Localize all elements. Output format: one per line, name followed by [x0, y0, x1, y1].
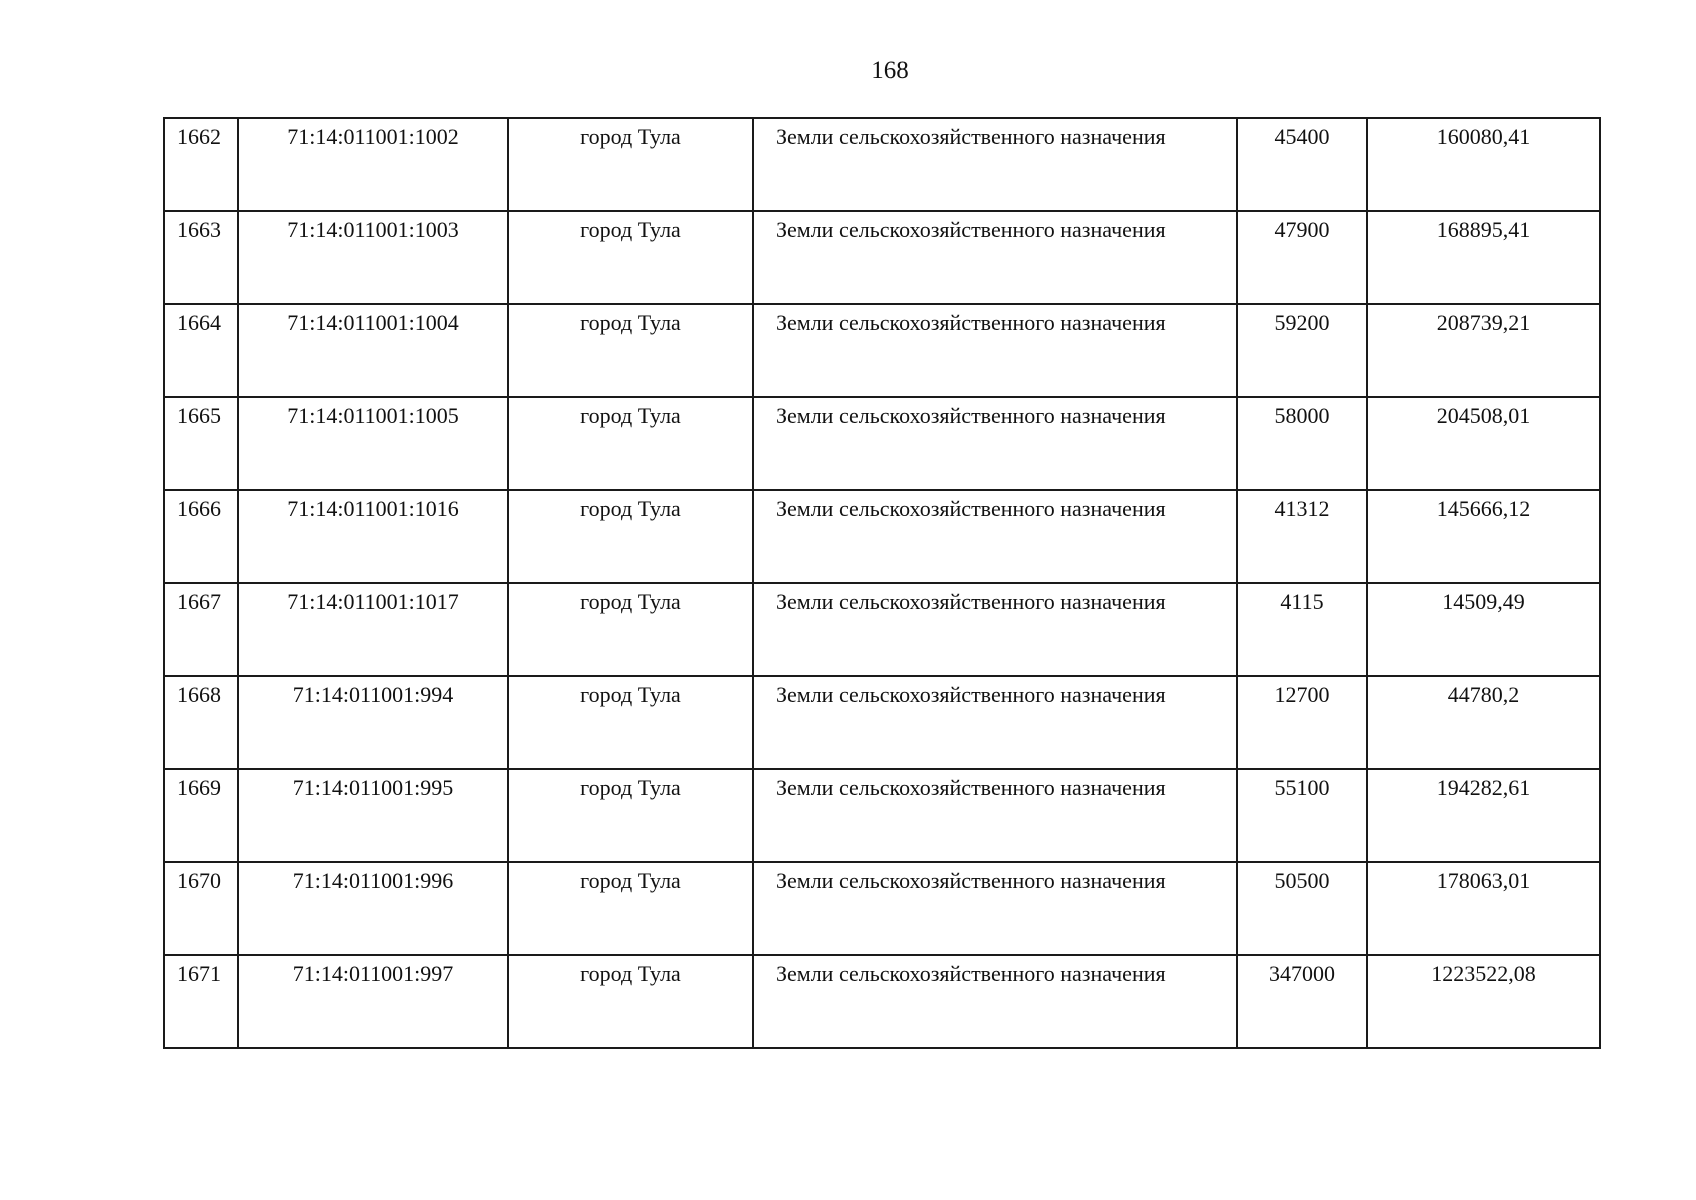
row-number-cell: 1668: [164, 676, 238, 769]
cadastral-value-cell: 14509,49: [1367, 583, 1600, 676]
cadastral-value-cell: 204508,01: [1367, 397, 1600, 490]
area-cell: 41312: [1237, 490, 1367, 583]
cadastral-value-cell: 208739,21: [1367, 304, 1600, 397]
area-cell: 47900: [1237, 211, 1367, 304]
table-row: [164, 118, 1600, 211]
cadastral-number-cell: 71:14:011001:996: [238, 862, 508, 955]
cadastral-number-cell: 71:14:011001:995: [238, 769, 508, 862]
table-row: [164, 211, 1600, 304]
area-cell: 59200: [1237, 304, 1367, 397]
cadastral-value-cell: 145666,12: [1367, 490, 1600, 583]
cadastral-value-cell: 160080,41: [1367, 118, 1600, 211]
area-cell: 45400: [1237, 118, 1367, 211]
location-cell: город Тула: [508, 862, 753, 955]
cadastral-number-cell: 71:14:011001:1004: [238, 304, 508, 397]
location-cell: город Тула: [508, 211, 753, 304]
land-category-cell: Земли сельскохозяйственного назначения: [753, 676, 1237, 769]
cadastral-number-cell: 71:14:011001:997: [238, 955, 508, 1048]
table-row: [164, 676, 1600, 769]
cadastral-number-cell: 71:14:011001:1005: [238, 397, 508, 490]
cadastral-value-cell: 1223522,08: [1367, 955, 1600, 1048]
location-cell: город Тула: [508, 118, 753, 211]
table-body: [164, 118, 1600, 1048]
land-category-cell: Земли сельскохозяйственного назначения: [753, 211, 1237, 304]
location-cell: город Тула: [508, 769, 753, 862]
table-row: [164, 304, 1600, 397]
location-cell: город Тула: [508, 490, 753, 583]
table-row: [164, 862, 1600, 955]
land-category-cell: Земли сельскохозяйственного назначения: [753, 304, 1237, 397]
row-number-cell: 1665: [164, 397, 238, 490]
row-number-cell: 1670: [164, 862, 238, 955]
cadastral-value-cell: 44780,2: [1367, 676, 1600, 769]
table-row: [164, 769, 1600, 862]
cadastral-number-cell: 71:14:011001:1002: [238, 118, 508, 211]
row-number-cell: 1662: [164, 118, 238, 211]
page-number: 168: [871, 57, 909, 84]
table-row: [164, 397, 1600, 490]
row-number-cell: 1664: [164, 304, 238, 397]
cadastral-value-cell: 178063,01: [1367, 862, 1600, 955]
table-row: [164, 955, 1600, 1048]
land-category-cell: Земли сельскохозяйственного назначения: [753, 490, 1237, 583]
location-cell: город Тула: [508, 397, 753, 490]
area-cell: 12700: [1237, 676, 1367, 769]
cadastral-number-cell: 71:14:011001:994: [238, 676, 508, 769]
land-category-cell: Земли сельскохозяйственного назначения: [753, 862, 1237, 955]
cadastral-number-cell: 71:14:011001:1017: [238, 583, 508, 676]
location-cell: город Тула: [508, 583, 753, 676]
row-number-cell: 1671: [164, 955, 238, 1048]
row-number-cell: 1666: [164, 490, 238, 583]
land-category-cell: Земли сельскохозяйственного назначения: [753, 118, 1237, 211]
area-cell: 347000: [1237, 955, 1367, 1048]
area-cell: 50500: [1237, 862, 1367, 955]
location-cell: город Тула: [508, 304, 753, 397]
cadastral-number-cell: 71:14:011001:1003: [238, 211, 508, 304]
land-category-cell: Земли сельскохозяйственного назначения: [753, 955, 1237, 1048]
cadastral-number-cell: 71:14:011001:1016: [238, 490, 508, 583]
table-row: [164, 583, 1600, 676]
location-cell: город Тула: [508, 676, 753, 769]
cadastral-value-cell: 168895,41: [1367, 211, 1600, 304]
table-row: [164, 490, 1600, 583]
land-plots-table: [163, 117, 1601, 1049]
area-cell: 58000: [1237, 397, 1367, 490]
location-cell: город Тула: [508, 955, 753, 1048]
cadastral-value-cell: 194282,61: [1367, 769, 1600, 862]
land-category-cell: Земли сельскохозяйственного назначения: [753, 769, 1237, 862]
land-category-cell: Земли сельскохозяйственного назначения: [753, 583, 1237, 676]
row-number-cell: 1663: [164, 211, 238, 304]
area-cell: 4115: [1237, 583, 1367, 676]
land-category-cell: Земли сельскохозяйственного назначения: [753, 397, 1237, 490]
row-number-cell: 1667: [164, 583, 238, 676]
area-cell: 55100: [1237, 769, 1367, 862]
row-number-cell: 1669: [164, 769, 238, 862]
